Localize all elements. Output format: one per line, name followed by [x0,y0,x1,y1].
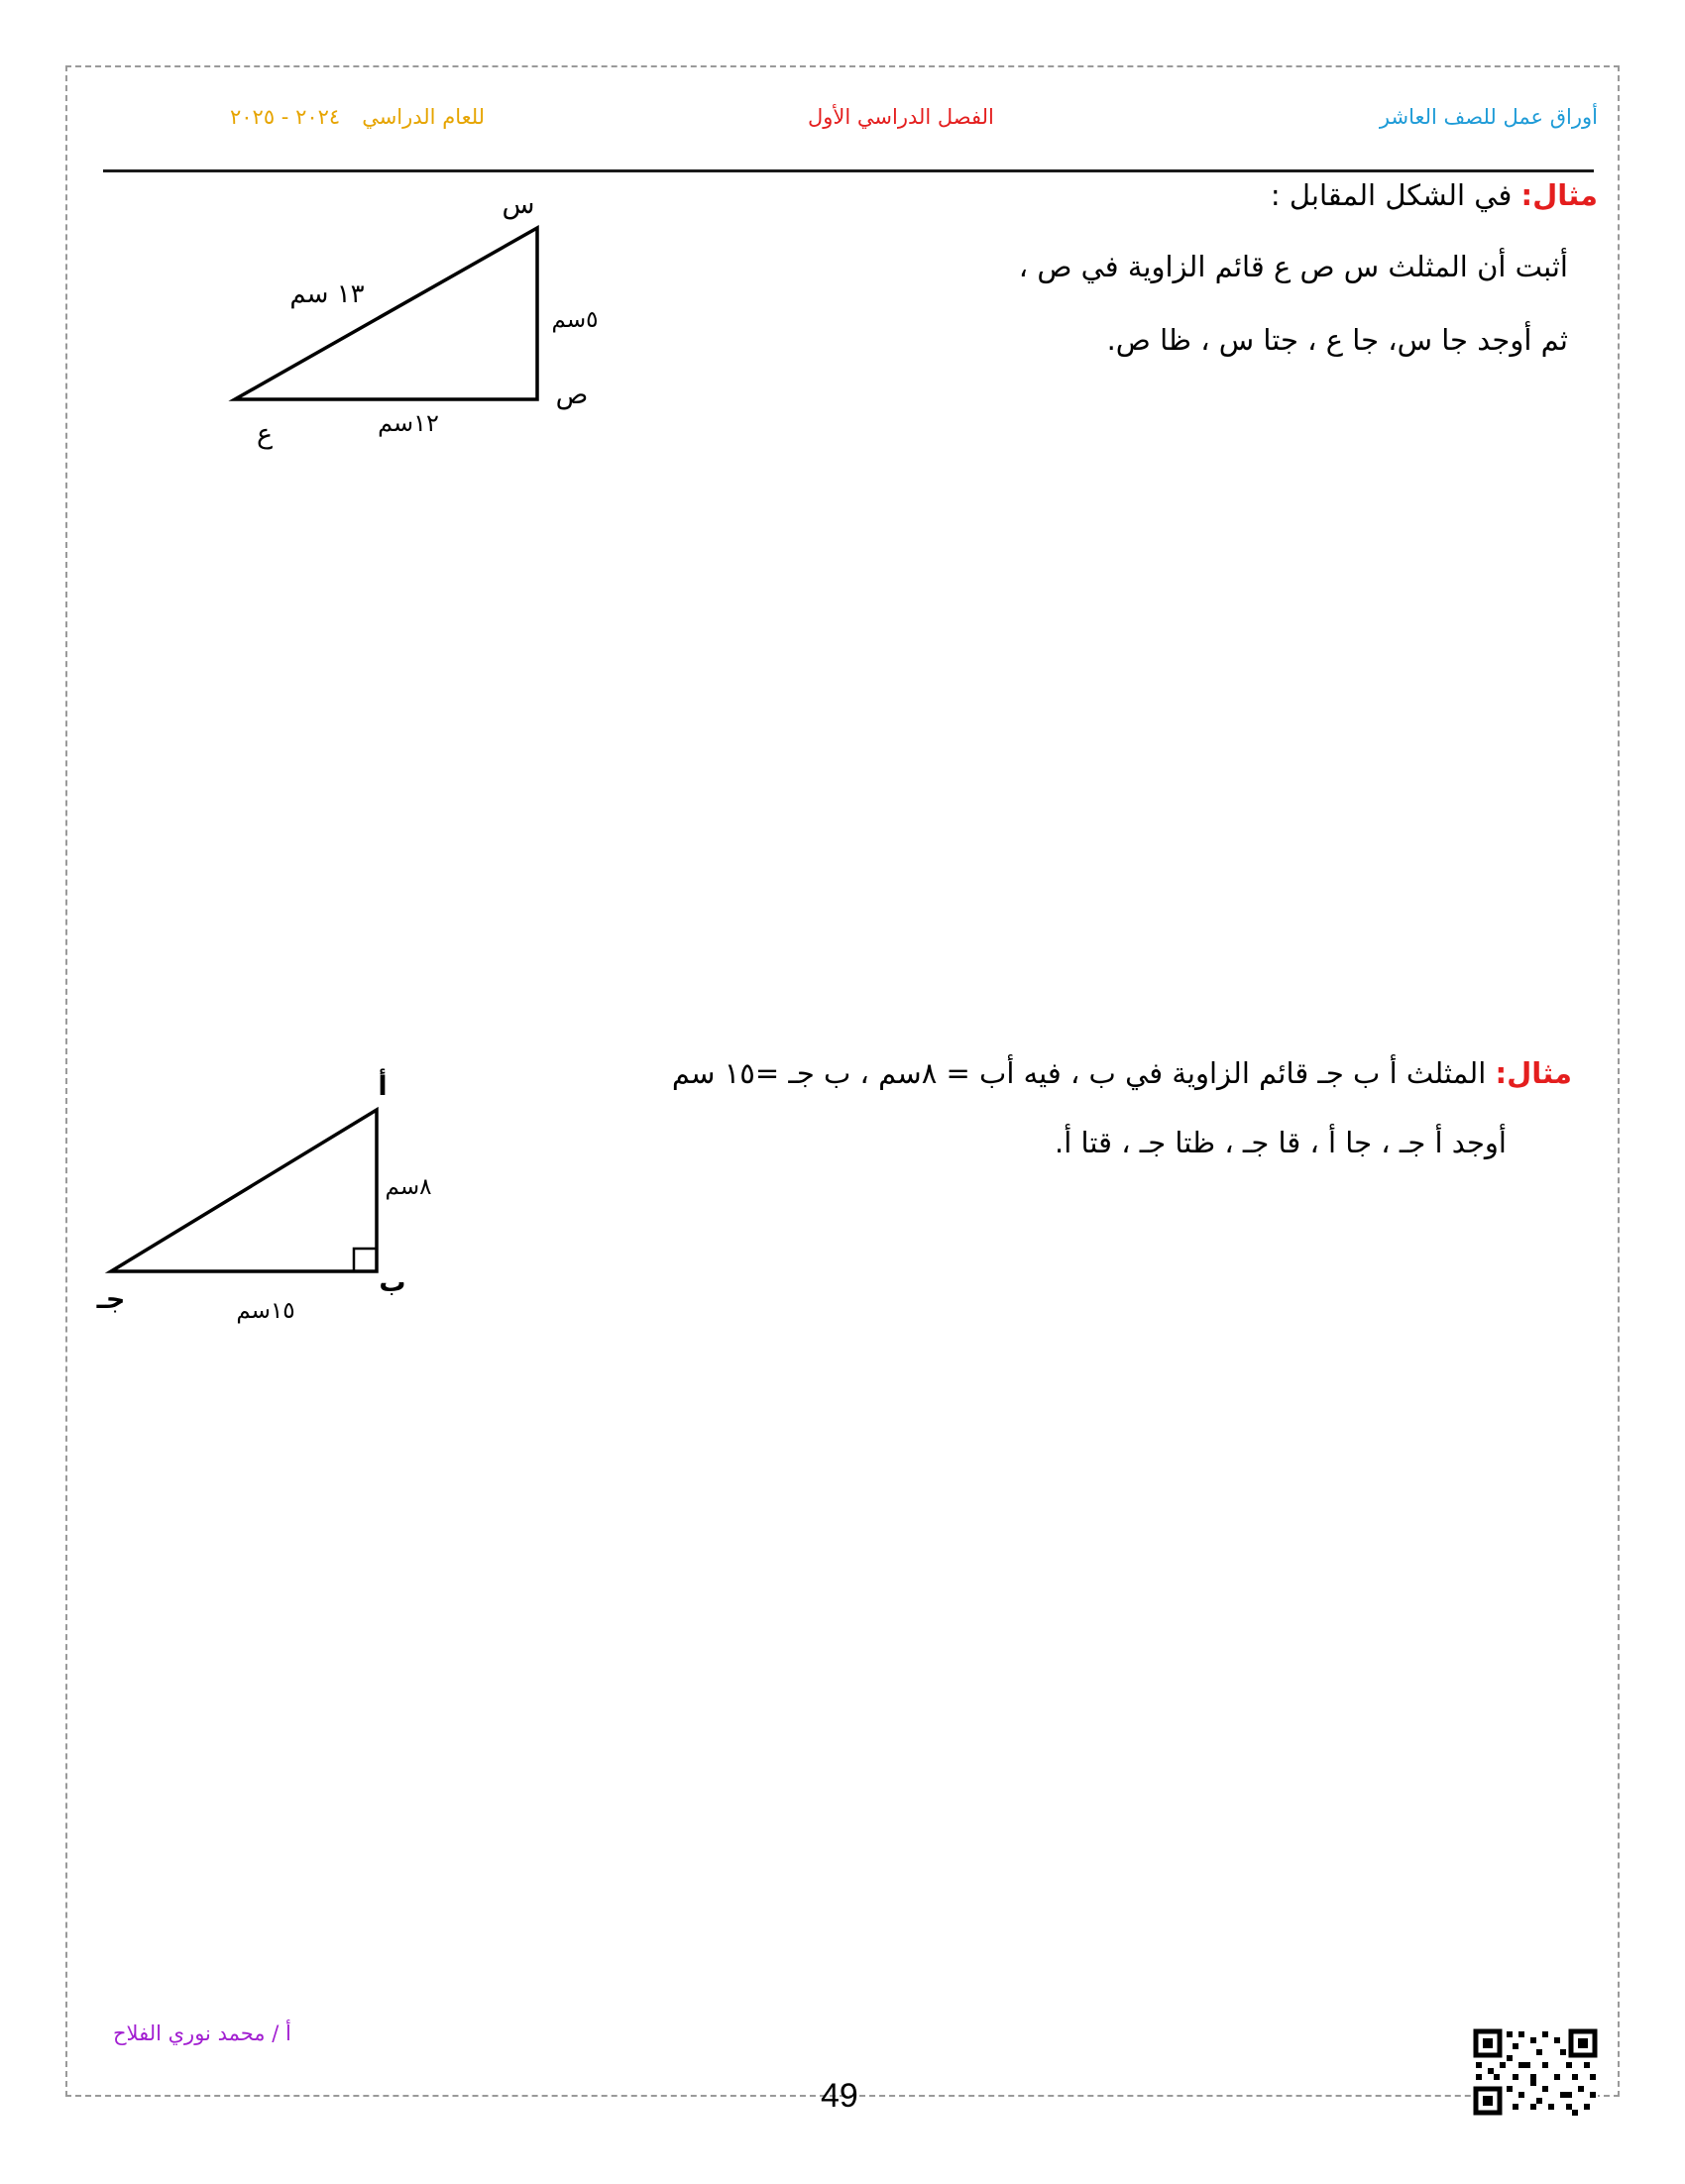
side-label-vertical: ٥سم [551,307,599,333]
vertex-label-alif: أ [378,1071,388,1102]
header-semester: الفصل الدراسي الأول [808,105,994,129]
header-course-title: أوراق عمل للصف العاشر [1379,105,1598,129]
example2-line2: أوجد أ جـ ، جا أ ، قا جـ ، ظتا جـ ، قتا أ. [1055,1126,1507,1159]
vertex-label-jim: جـ [96,1284,126,1315]
example1-line1: أثبت أن المثلث س ص ع قائم الزاوية في ص ، [1018,250,1568,283]
example1-triangle-figure [223,183,619,456]
header-year-label: للعام الدراسي [362,105,486,129]
example2-statement: المثلث أ ب جـ قائم الزاوية في ب ، فيه أب = ٨سم ، ب جـ =١٥ سم [671,1056,1487,1090]
vertex-label-ba: ب [379,1267,406,1298]
page-number: 49 [821,2077,858,2115]
vertex-label-sad: ص [555,380,589,410]
right-angle-marker [354,1249,377,1271]
side-label-hypotenuse: ١٣ سم [289,279,365,309]
example2-line1 [672,1056,1572,1090]
side-label-bj: ١٥سم [236,1298,295,1324]
example1-intro-line [1271,178,1598,212]
vertex-label-sin: س [502,189,535,220]
side-label-ab: ٨سم [385,1174,432,1200]
header-divider [103,169,1594,172]
example1-label: مثال: [1520,178,1598,212]
side-label-base: ١٢سم [378,409,439,437]
example1-line2: ثم أوجد جا س، جا ع ، جتا س ، ظا ص. [1106,323,1568,357]
example1-intro: في الشكل المقابل : [1270,178,1513,212]
triangle-s-sad-ain [235,228,537,399]
header-academic-year [230,105,485,129]
vertex-label-ain: ع [256,419,274,450]
example2-label: مثال: [1495,1056,1572,1090]
header-year-value: ٢٠٢٤ - ٢٠٢٥ [230,105,341,129]
triangle-a-b-j [111,1110,377,1271]
example2-triangle-figure [89,1065,446,1338]
qr-code [1473,2028,1598,2116]
author-credit: أ / محمد نوري الفلاح [113,2021,291,2045]
